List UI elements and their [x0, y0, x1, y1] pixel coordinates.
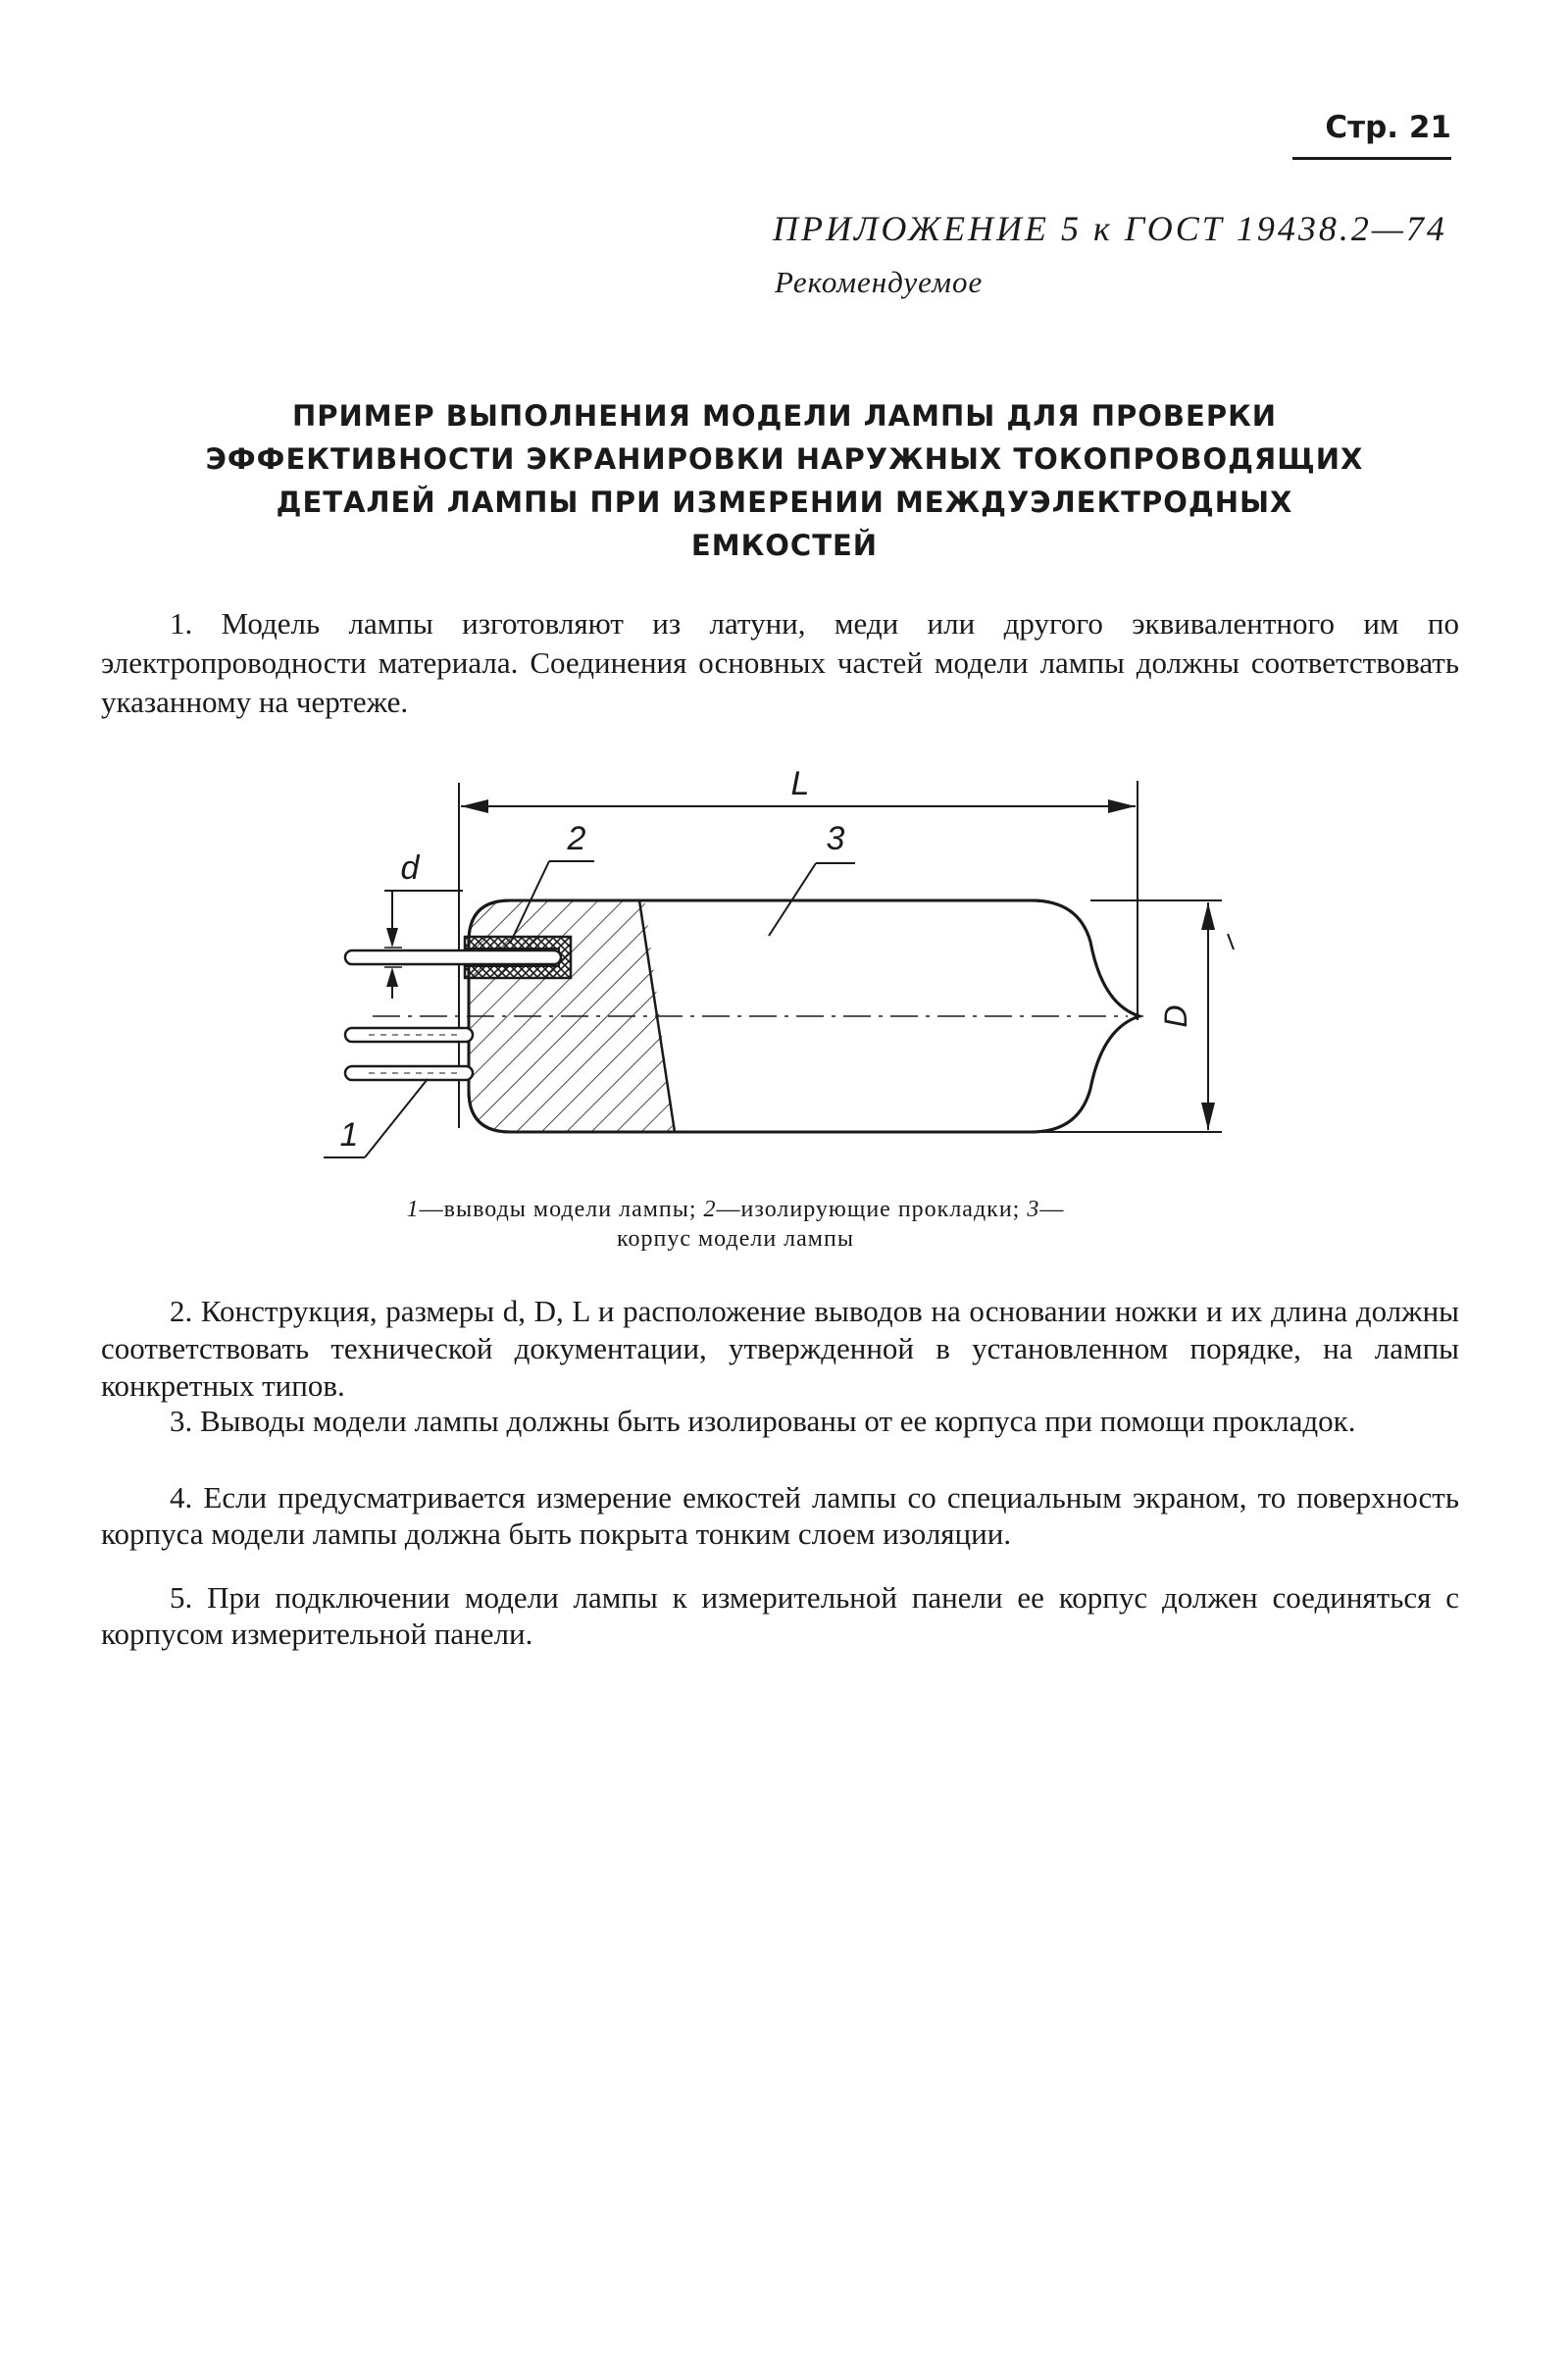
- figure-caption: [245, 1195, 1226, 1254]
- label-diameter: D: [1158, 1004, 1193, 1028]
- title-line: ЭФФЕКТИВНОСТИ ЭКРАНИРОВКИ НАРУЖНЫХ ТОКОПРОВОДЯЩИХ: [205, 442, 1364, 476]
- paragraph-2: 2. Конструкция, размеры d, D, L и расположение выводов на основании ножки и их длина должны соответствовать технической документации, утвержденной в установленном порядке, на лампы конкретных типов.: [101, 1294, 1459, 1403]
- paragraph-4: 4. Если предусматривается измерение емкостей лампы со специальным экраном, то поверхность корпуса модели лампы должна быть покрыта тонким слоем изоляции.: [101, 1480, 1459, 1551]
- title-line: ПРИМЕР ВЫПОЛНЕНИЯ МОДЕЛИ ЛАМПЫ ДЛЯ ПРОВЕРКИ: [291, 399, 1278, 433]
- callout-1: 1: [339, 1116, 359, 1154]
- title-line: ДЕТАЛЕЙ ЛАМПЫ ПРИ ИЗМЕРЕНИИ МЕЖДУЭЛЕКТРОДНЫХ: [276, 486, 1293, 519]
- caption-line-1: [245, 1195, 1226, 1224]
- title-line: ЕМКОСТЕЙ: [690, 529, 879, 562]
- caption-text-1: —выводы модели лампы;: [419, 1197, 704, 1222]
- caption-num-2: 2: [703, 1197, 717, 1222]
- appendix-title: ПРИЛОЖЕНИЕ 5 к ГОСТ 19438.2—74: [773, 209, 1447, 248]
- page-number: Стр. 21: [1292, 110, 1451, 160]
- label-length: L: [790, 765, 810, 802]
- dimension-d-small: [384, 849, 463, 999]
- paragraph-3: 3. Выводы модели лампы должны быть изолированы от ее корпуса при помощи прокладок.: [170, 1404, 1356, 1438]
- lamp-body: [373, 883, 1139, 1148]
- callout-3: 3: [826, 820, 845, 857]
- caption-text-2: —изолирующие прокладки;: [716, 1197, 1028, 1222]
- paragraph-5: 5. При подключении модели лампы к измерительной панели ее корпус должен соединяться с корпусом измерительной панели.: [101, 1580, 1459, 1651]
- caption-num-3: 3: [1027, 1197, 1040, 1222]
- caption-line-2: корпус модели лампы: [617, 1226, 854, 1252]
- paragraph-1: 1. Модель лампы изготовляют из латуни, меди или другого эквивалентного им по электропроводности материала. Соединения основных частей модели лампы должны соответствовать указанному на чертеже.: [101, 606, 1459, 719]
- caption-num-1: 1: [406, 1197, 420, 1222]
- appendix-status: Рекомендуемое: [775, 265, 984, 299]
- callout-2: 2: [567, 820, 586, 857]
- caption-text-3: —: [1039, 1197, 1065, 1222]
- label-pin-diameter: d: [400, 849, 420, 887]
